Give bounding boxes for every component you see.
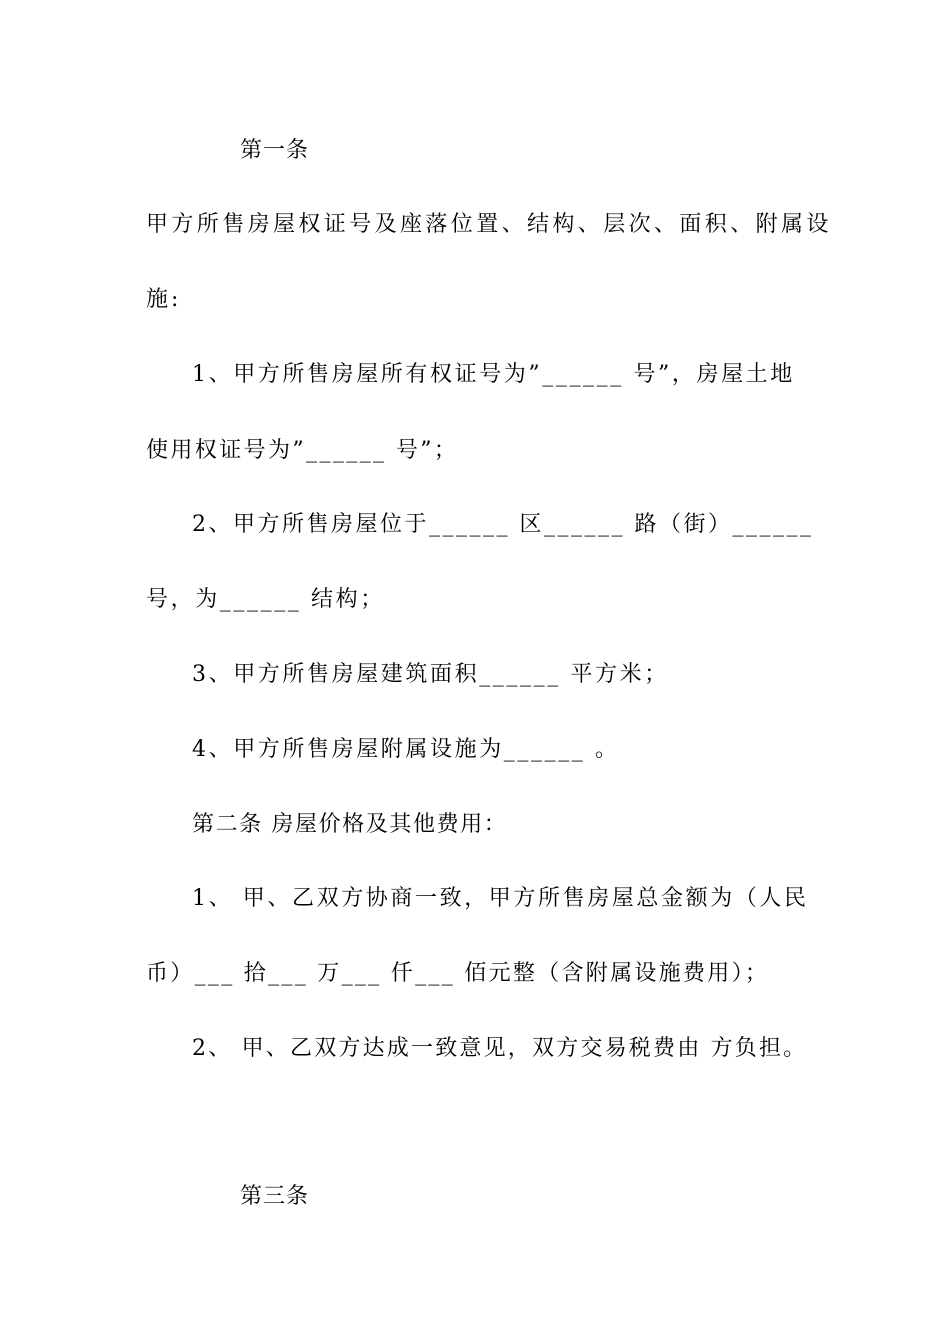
article3-heading: 第三条 [240,1184,310,1209]
article2-item2: 2、 甲、乙双方达成一致意见，双方交易税费由 方负担。 [192,1036,808,1061]
item1-line1: 1、甲方所售房屋所有权证号为”______ 号”，房屋土地 [192,362,795,387]
article1-intro-line1: 甲方所售房屋权证号及座落位置、结构、层次、面积、附属设 [146,212,832,237]
item1-line2: 使用权证号为”______ 号”； [146,438,459,463]
item3: 3、甲方所售房屋建筑面积______ 平方米； [192,662,669,687]
item4: 4、甲方所售房屋附属设施为______ 。 [192,737,620,762]
item2-line2: 号，为______ 结构； [146,587,385,612]
article2-item1-line1: 1、 甲、乙双方协商一致，甲方所售房屋总金额为（人民 [192,886,809,911]
item2-line1: 2、甲方所售房屋位于______ 区______ 路（街）______ [192,512,814,537]
article2-item1-line2: 币）___ 拾___ 万___ 仟___ 佰元整（含附属设施费用）； [146,961,770,986]
article2-heading: 第二条 房屋价格及其他费用： [192,812,508,837]
article1-heading: 第一条 [240,138,310,163]
article1-intro-line2: 施: [146,287,182,312]
